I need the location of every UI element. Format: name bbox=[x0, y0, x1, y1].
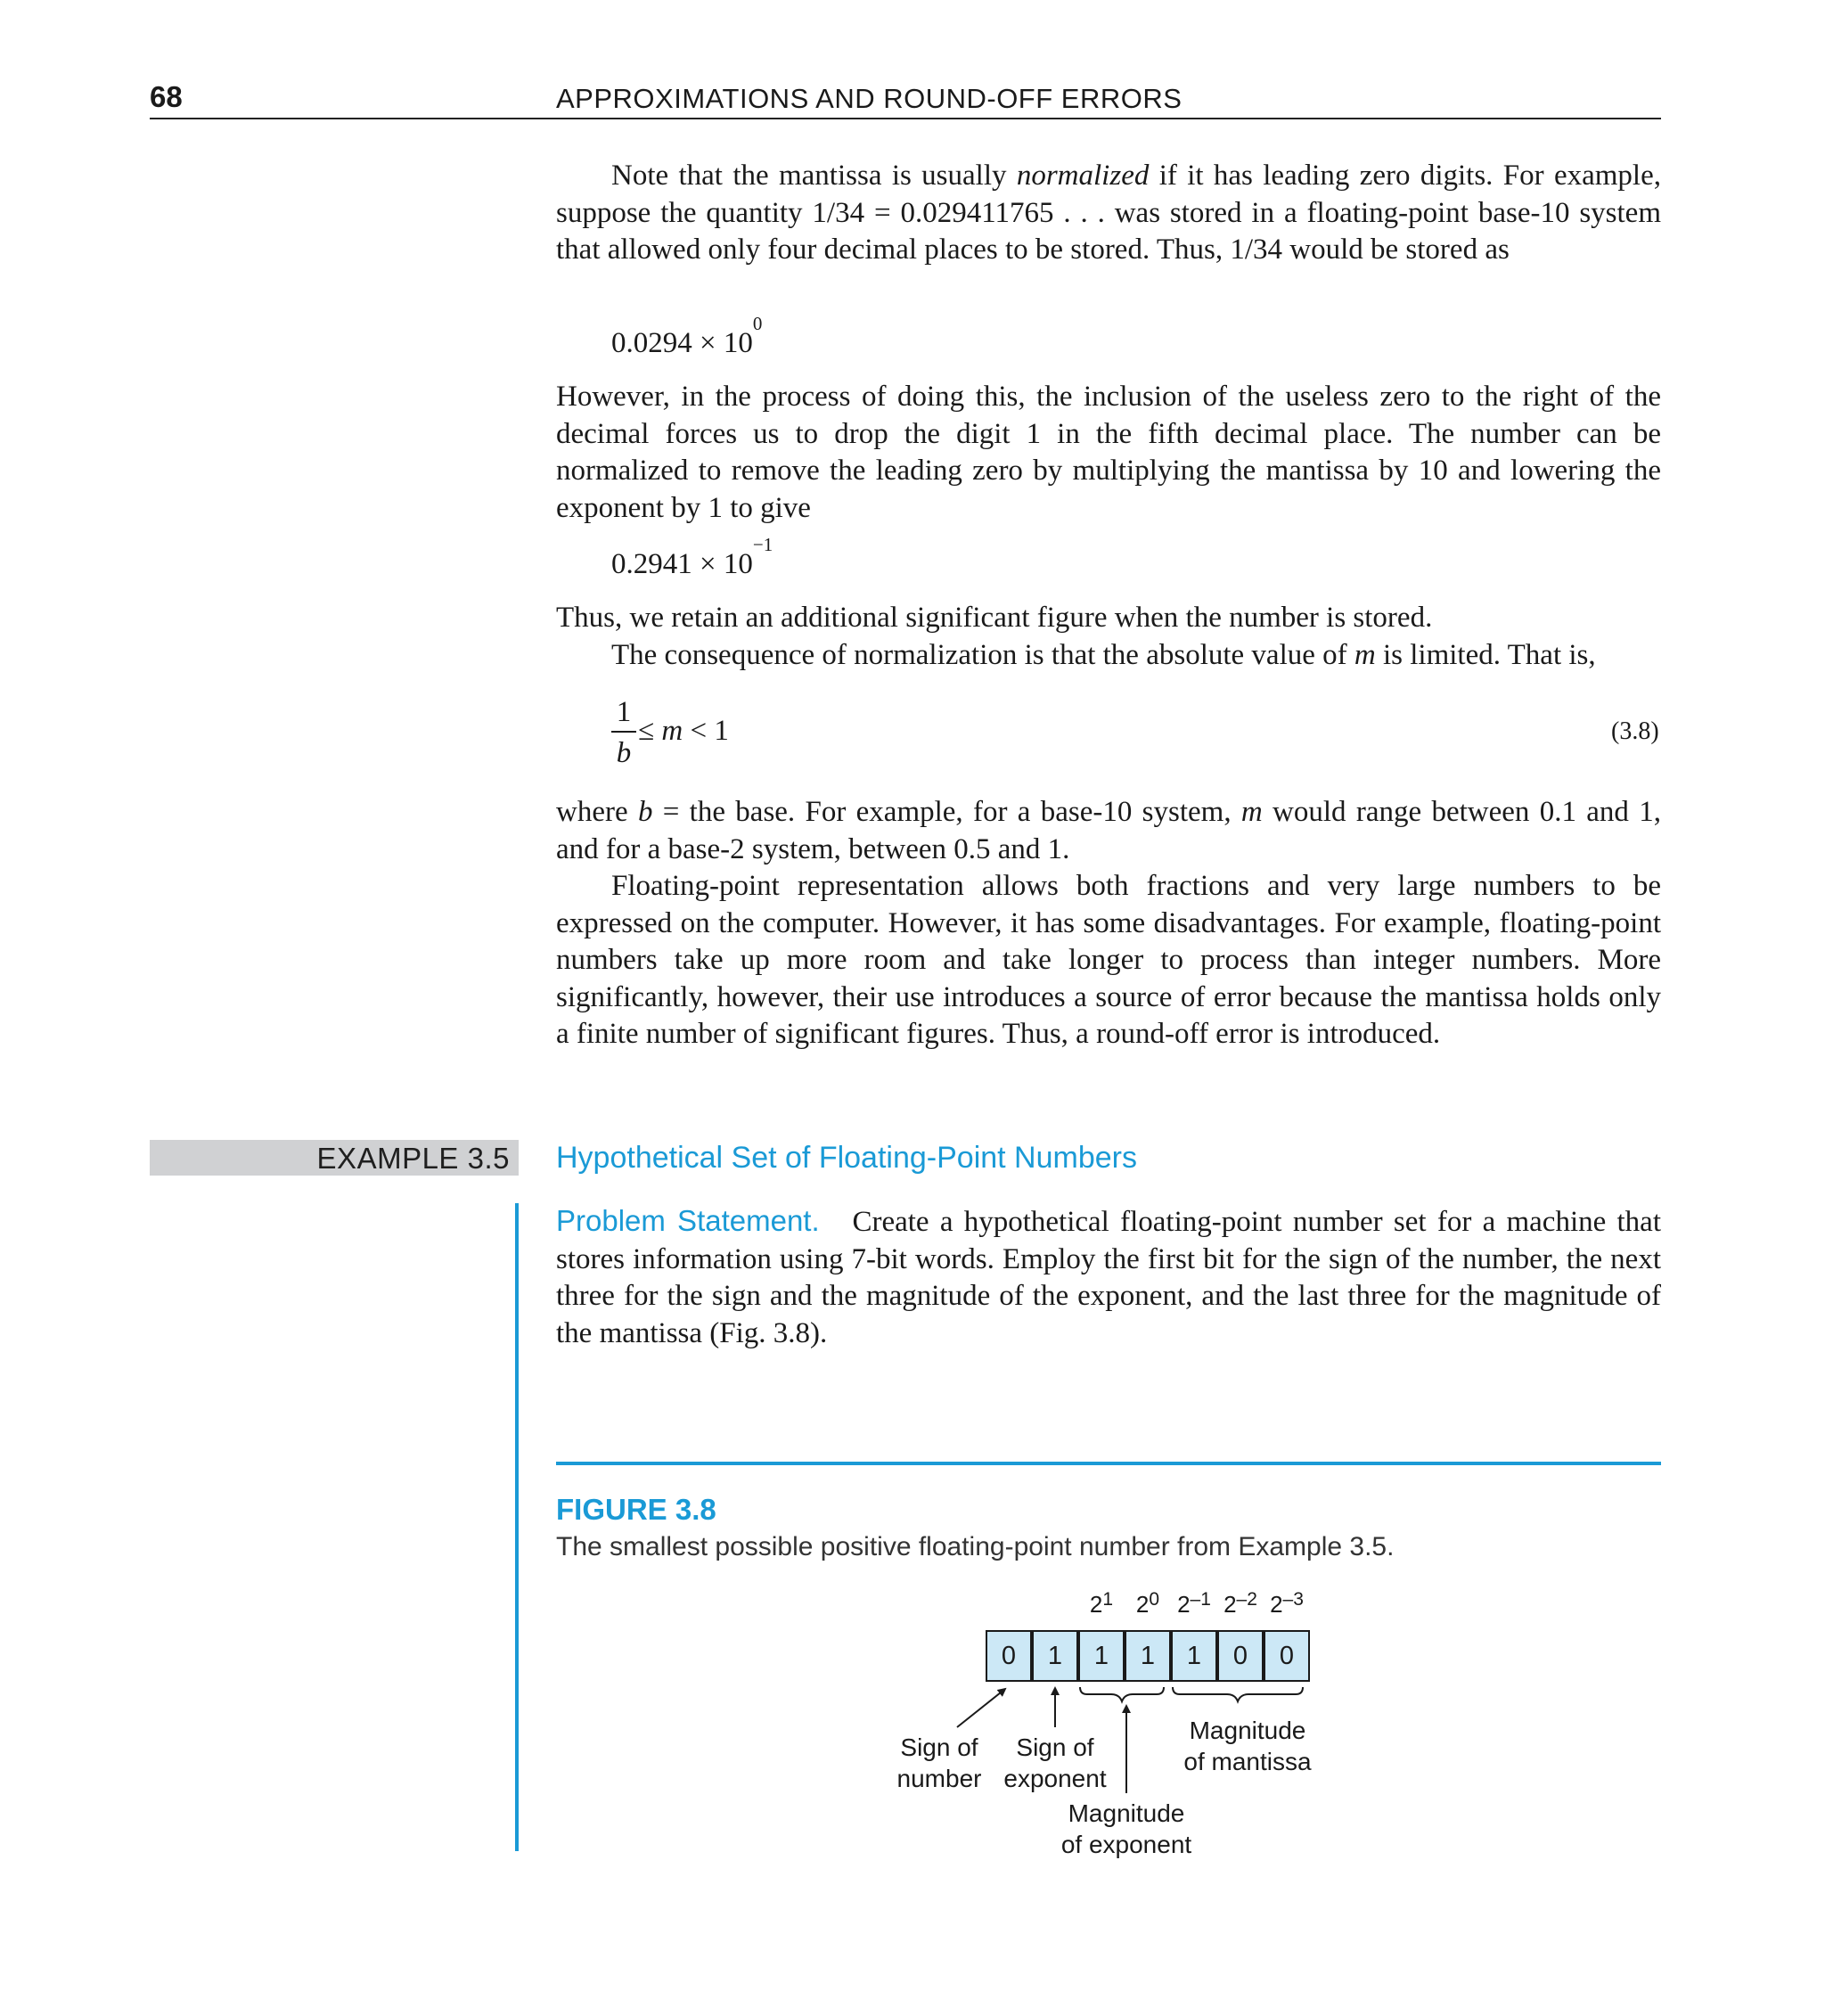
bit-cell: 1 bbox=[1032, 1630, 1078, 1682]
paragraph-useless-zero: However, in the process of doing this, the inclusion of the useless zero to the right of the decimal forces us to drop the digit 1 in the fifth decimal place. The number can be normalized to remove the leading zero by multiplying the mantissa by 10 and lowering the exponent by 1 to give bbox=[556, 381, 1661, 524]
place-value-base: 2 bbox=[1223, 1591, 1237, 1618]
place-value-exponent: –3 bbox=[1282, 1589, 1304, 1610]
figure-caption: The smallest possible positive floating-point number from Example 3.5. bbox=[556, 1532, 1395, 1561]
problem-statement-label: Problem Statement. bbox=[556, 1204, 820, 1237]
place-value-base: 2 bbox=[1135, 1591, 1150, 1618]
running-head: APPROXIMATIONS AND ROUND-OFF ERRORS bbox=[556, 83, 1183, 114]
text-span: Note that the mantissa is usually bbox=[611, 160, 1017, 192]
equation-base: 0.2941 × 10 bbox=[611, 548, 753, 580]
equation-base: 0.0294 × 10 bbox=[611, 327, 753, 359]
variable-m: m bbox=[661, 715, 683, 747]
place-value-exponent: –2 bbox=[1236, 1589, 1257, 1610]
bit-cell: 0 bbox=[1217, 1630, 1264, 1682]
equation-number: (3.8) bbox=[1611, 717, 1659, 745]
text-span: where bbox=[556, 796, 638, 828]
variable-m: m bbox=[1354, 639, 1376, 671]
place-value-base: 2 bbox=[1177, 1591, 1191, 1618]
place-value-exponent: 0 bbox=[1149, 1589, 1160, 1610]
text-span: is limited. That is, bbox=[1375, 639, 1596, 671]
place-value-base: 2 bbox=[1270, 1591, 1283, 1618]
bit-cell: 1 bbox=[1125, 1630, 1171, 1682]
variable-b: b bbox=[637, 796, 653, 828]
annotation-magnitude-of-exponent: Magnitude of exponent bbox=[1060, 1799, 1192, 1858]
emphasis-normalized: normalized bbox=[1016, 160, 1150, 192]
text-span: The consequence of normalization is that the absolute value of bbox=[611, 639, 1354, 671]
annotation-sign-of-number: Sign of number bbox=[896, 1733, 982, 1792]
bit-cell: 1 bbox=[1171, 1630, 1217, 1682]
relation-symbol: ≤ bbox=[638, 715, 662, 747]
fraction-numerator: 1 bbox=[616, 696, 632, 728]
place-value-base: 2 bbox=[1089, 1591, 1103, 1618]
text-span: if it has leading zero digits. For example, suppose the quantity 1/34 = 0.029411765 . . . was stored in a floating-point base-10 system that allowed only four decimal places to be stored. Thus, 1/34 would be stored as bbox=[556, 160, 1661, 266]
figure-label: FIGURE 3.8 bbox=[556, 1493, 716, 1526]
place-value-exponent: –1 bbox=[1190, 1589, 1211, 1610]
exponent-brace bbox=[1080, 1687, 1164, 1701]
paragraph-floating-point: Floating-point representation allows both fractions and very large numbers to be expressed on the computer. However, it has some disadvantages. For example, floating-point numbers take up more room and take longer to process than integer numbers. More significantly, however, their use introduces a source of error because the mantissa holds only a finite number of significant figures. Thus, a round-off error is introduced. bbox=[556, 870, 1661, 1050]
text-span: = the base. For example, for a base-10 system, bbox=[652, 796, 1241, 828]
mantissa-brace bbox=[1173, 1687, 1303, 1701]
fraction-denominator: b bbox=[616, 737, 632, 769]
variable-m: m bbox=[1240, 796, 1263, 828]
sign-number-arrow bbox=[957, 1689, 1005, 1727]
text-span: would range between 0.1 and 1, and for a base-2 system, between 0.5 and 1. bbox=[556, 796, 1661, 865]
place-value-exponent: 1 bbox=[1102, 1589, 1114, 1610]
bit-cell: 0 bbox=[986, 1630, 1032, 1682]
annotation-sign-of-exponent: Sign of exponent bbox=[1003, 1733, 1107, 1792]
equation-exponent: −1 bbox=[752, 534, 773, 555]
inequality-rest: < 1 bbox=[683, 715, 729, 747]
page-number: 68 bbox=[150, 80, 183, 113]
problem-statement-text: Create a hypothetical floating-point number set for a machine that stores information using 7-bit words. Employ the first bit for the sign of the number, the next three for the sign and the magnitude of the exponent, and the last three for the magnitude of the mantissa (Fig. 3.8). bbox=[556, 1206, 1661, 1349]
annotation-magnitude-of-mantissa: Magnitude of mantissa bbox=[1183, 1717, 1312, 1775]
equation-exponent: 0 bbox=[752, 313, 763, 334]
bit-cell: 1 bbox=[1078, 1630, 1125, 1682]
example-label: EXAMPLE 3.5 bbox=[316, 1142, 510, 1175]
bit-cell: 0 bbox=[1264, 1630, 1310, 1682]
paragraph-retain-figure: Thus, we retain an additional significant figure when the number is stored. bbox=[556, 602, 1433, 634]
example-title: Hypothetical Set of Floating-Point Numbers bbox=[556, 1141, 1137, 1175]
